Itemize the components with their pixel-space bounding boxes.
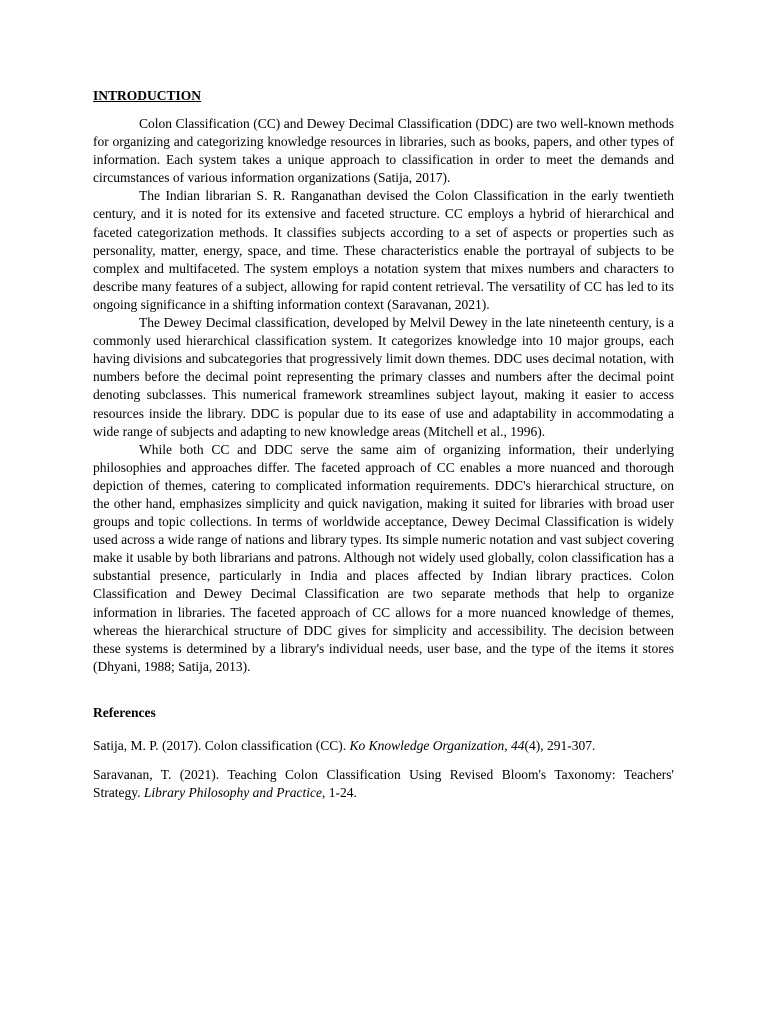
references-heading: References [93, 704, 156, 720]
reference-journal: Library Philosophy and Practice [143, 785, 322, 801]
document-page [93, 86, 674, 813]
reference-journal: Ko Knowledge Organization [349, 737, 505, 753]
paragraph: Colon Classification (CC) and Dewey Decimal Classification (DDC) are two well-known methods for organizing and categorizing knowledge resources in libraries, such as books, papers, and other types of information. Each system takes a unique approach to classification in order to meet the demands and circumstances of various information organizations (Satija, 2017). [93, 116, 674, 186]
paragraph: The Dewey Decimal classification, developed by Melvil Dewey in the late nineteenth century, is a commonly used hierarchical classification system. It categorizes knowledge into 10 major groups, each having divisions and subcategories that progressively limit down themes. DDC uses decimal notation, with numbers before the decimal point representing the primary classes and numbers after the decimal point denoting subclasses. This numerical framework streamlines subject layout, making it easier to access resources inside the library. DDC is popular due to its ease of use and adaptability in accommodating a wide range of subjects and adapting to new knowledge areas (Mitchell et al., 1996). [93, 315, 674, 439]
reference-volume: 44 [511, 737, 525, 753]
paragraph: While both CC and DDC serve the same aim of organizing information, their underlying philosophies and approaches differ. The faceted approach of CC enables a more nuanced and thorough depiction of themes, catering to complicated information requirements. DDC's hierarchical structure, on the other hand, emphasizes simplicity and quick navigation, making it suited for libraries with broad user groups and topic collections. In terms of worldwide acceptance, Dewey Decimal Classification is widely used across a wide range of nations and library types. Its simple numeric notation and vast subject covering make it usable by both librarians and patrons. Although not widely used globally, colon classification has a substantial presence, particularly in India and places affected by Indian library practices. Colon Classification and Dewey Decimal Classification are two separate methods that help to organize information in libraries. The faceted approach of CC allows for a more nuanced knowledge of themes, whereas the hierarchical structure of DDC gives for simplicity and accessibility. The decision between these systems is determined by a library's individual needs, user base, and the type of the items it stores (Dhyani, 1988; Satija, 2013). [93, 441, 674, 674]
reference-item [93, 737, 674, 755]
reference-item [93, 766, 674, 802]
reference-text: , 1-24. [321, 785, 357, 801]
reference-text: (4), 291-307. [524, 737, 596, 753]
paragraph: The Indian librarian S. R. Ranganathan devised the Colon Classification in the early twentieth century, and it is noted for its extensive and faceted structure. CC employs a hybrid of hierarchical and faceted categorization methods. It classifies subjects according to a set of aspects or properties such as personality, matter, energy, space, and time. These characteristics enable the portrayal of subjects to be complex and multifaceted. The system employs a notation system that mixes numbers and characters to describe many features of a subject, allowing for rapid content retrieval. The versatility of CC has led to its ongoing significance in a shifting information context (Saravanan, 2021). [93, 188, 674, 312]
section-heading: INTRODUCTION [93, 88, 202, 103]
reference-text: Saravanan, T. (2021). Teaching Colon Classification Using Revised Bloom's Taxonomy: Teachers' Strategy. [93, 767, 674, 801]
reference-text: Satija, M. P. (2017). Colon classification (CC). [93, 737, 350, 753]
reference-text: , [504, 737, 511, 753]
